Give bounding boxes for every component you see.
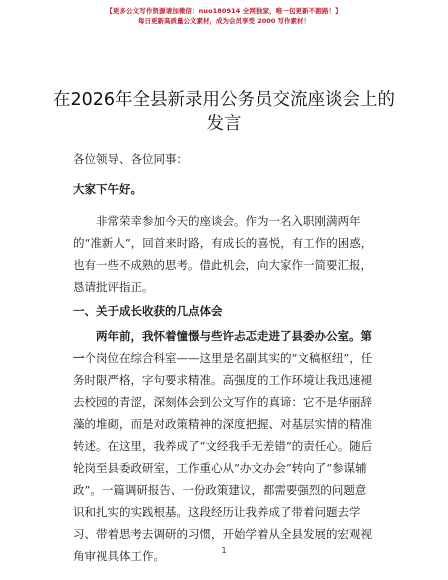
promo-line-1: 【更多公文写作资源请加微信：nuo180914 全网独家，唯一包更新不跑路！】 xyxy=(106,7,342,15)
paragraph-lead-tail: 第一 xyxy=(73,329,372,365)
document-title: 在2026年全县新录用公务员交流座谈会上的发言 xyxy=(52,90,396,134)
paragraph-lead-sentence: 两年前，我怀着憧憬与些许忐忑走进了县委办公室。 xyxy=(96,329,361,343)
promo-line-2: 每日更新高质量公文素材，成为会员享受 2000 写作素材！ xyxy=(137,17,311,25)
section-heading-1: 一、关于成长收获的几点体会 xyxy=(73,304,223,318)
salutation: 各位领导、各位同事： xyxy=(73,152,188,166)
page-number: 1 xyxy=(221,546,227,555)
body-paragraph xyxy=(73,325,373,567)
greeting: 大家下午好。 xyxy=(73,182,142,196)
promo-banner xyxy=(0,6,448,26)
intro-paragraph: 非常荣幸参加今天的座谈会。作为一名入职刚满两年的“准新人”，回首来时路，有成长的喜悦，有工作的困惑，也有一些不成熟的思考。借此机会，向大家作一简要汇报，恳请批评指正。 xyxy=(73,214,373,294)
paragraph-body-text: 个岗位在综合科室——这里是名副其实的“文稿枢纽”，任务时限严格，字句要求精准。高强度的工作环境让我迅速褪去校园的青涩，深刻体会到公文写作的真谛：它不是华丽辞藻的堆砌，而是对政策精神的深度把握、对基层实情的精准转述。在这里，我养成了“文经我手无差错”的责任心。随后轮岗至县委政研室，工作重心从“办文办会”转向了“参谋辅政”。一篇调研报告、一份政策建议，都需要强烈的问题意识和扎实的实践根基。这段经历让我养成了带着问题去学习、带着思考去调研的习惯，开始学着从全县发展的宏观视角审视具体工作。 xyxy=(73,351,373,563)
